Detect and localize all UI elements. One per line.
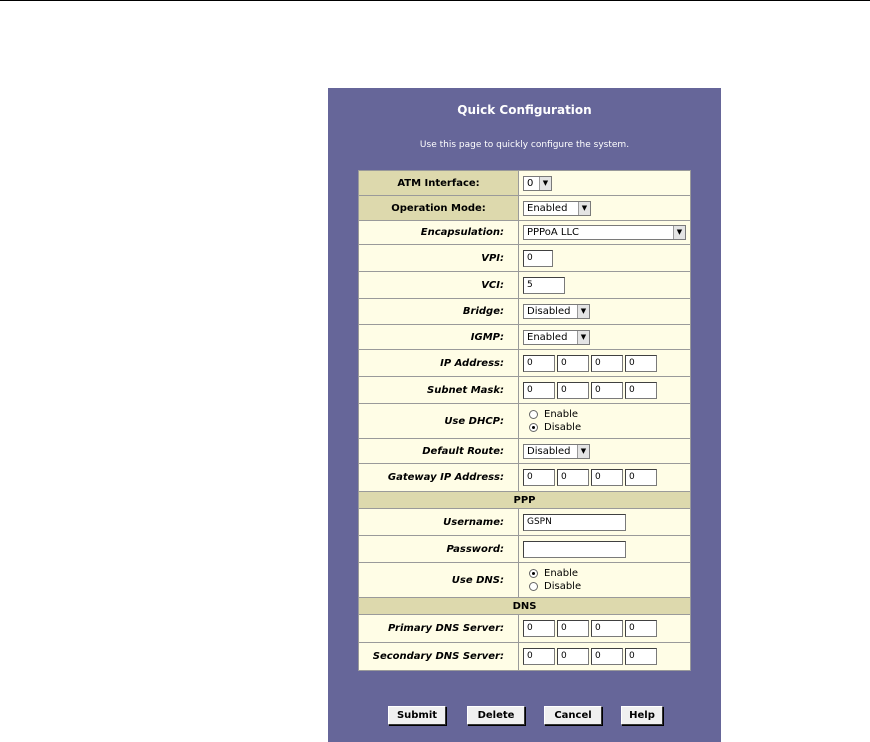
pdns-octet-1[interactable]: 0 (523, 620, 555, 637)
chevron-down-icon: ▼ (578, 202, 590, 215)
row-secondary-dns (359, 643, 691, 671)
submit-button[interactable]: Submit (388, 706, 446, 725)
username-input[interactable]: GSPN (523, 514, 626, 531)
row-use-dhcp (359, 404, 691, 439)
vci-input[interactable]: 5 (523, 277, 565, 294)
mask-octet-1[interactable]: 0 (523, 382, 555, 399)
section-dns (359, 598, 691, 615)
bridge-select[interactable]: Disabled ▼ (523, 304, 590, 319)
subnet-mask-label: Subnet Mask: (359, 377, 519, 404)
dns-enable-option[interactable]: Enable (523, 567, 690, 580)
top-rule (0, 0, 870, 1)
sdns-octet-1[interactable]: 0 (523, 648, 555, 665)
secondary-dns-label: Secondary DNS Server: (359, 643, 519, 671)
gw-octet-1[interactable]: 0 (523, 469, 555, 486)
default-route-label: Default Route: (359, 439, 519, 464)
encapsulation-label: Encapsulation: (359, 221, 519, 245)
sdns-octet-3[interactable]: 0 (591, 648, 623, 665)
section-ppp (359, 492, 691, 509)
ip-octet-2[interactable]: 0 (557, 355, 589, 372)
mask-octet-4[interactable]: 0 (625, 382, 657, 399)
ip-octet-1[interactable]: 0 (523, 355, 555, 372)
cancel-button[interactable]: Cancel (544, 706, 602, 725)
delete-button[interactable]: Delete (467, 706, 525, 725)
row-ip-address (359, 350, 691, 377)
igmp-label: IGMP: (359, 325, 519, 350)
encapsulation-select[interactable]: PPPoA LLC ▼ (523, 225, 686, 240)
primary-dns-label: Primary DNS Server: (359, 615, 519, 643)
page-subtitle: Use this page to quickly configure the system. (419, 140, 630, 150)
radio-button-icon[interactable] (529, 582, 538, 591)
config-table (358, 170, 691, 671)
chevron-down-icon: ▼ (577, 331, 589, 344)
row-vpi (359, 245, 691, 272)
row-password (359, 536, 691, 563)
ppp-section-header: PPP (359, 492, 691, 509)
password-label: Password: (359, 536, 519, 563)
quick-config-panel (328, 88, 721, 742)
vci-label: VCI: (359, 272, 519, 299)
row-use-dns (359, 563, 691, 598)
sdns-octet-2[interactable]: 0 (557, 648, 589, 665)
password-input[interactable] (523, 541, 626, 558)
help-button[interactable]: Help (621, 706, 663, 725)
ip-octet-3[interactable]: 0 (591, 355, 623, 372)
radio-button-icon[interactable] (529, 410, 538, 419)
row-default-route (359, 439, 691, 464)
row-atm-interface (359, 171, 691, 196)
chevron-down-icon: ▼ (539, 177, 551, 190)
row-subnet-mask (359, 377, 691, 404)
operation-mode-label: Operation Mode: (359, 196, 519, 221)
dns-disable-option[interactable]: Disable (523, 580, 690, 593)
ip-octet-4[interactable]: 0 (625, 355, 657, 372)
use-dhcp-label: Use DHCP: (359, 404, 519, 439)
gw-octet-4[interactable]: 0 (625, 469, 657, 486)
radio-button-icon[interactable] (529, 423, 538, 432)
use-dns-label: Use DNS: (359, 563, 519, 598)
sdns-octet-4[interactable]: 0 (625, 648, 657, 665)
pdns-octet-2[interactable]: 0 (557, 620, 589, 637)
button-row (328, 706, 721, 726)
dns-section-header: DNS (359, 598, 691, 615)
row-username (359, 509, 691, 536)
atm-interface-select[interactable]: 0 ▼ (523, 176, 552, 191)
operation-mode-select[interactable]: Enabled ▼ (523, 201, 591, 216)
chevron-down-icon: ▼ (577, 445, 589, 458)
dhcp-enable-option[interactable]: Enable (523, 408, 690, 421)
pdns-octet-3[interactable]: 0 (591, 620, 623, 637)
gateway-ip-label: Gateway IP Address: (359, 464, 519, 492)
row-igmp (359, 325, 691, 350)
row-bridge (359, 299, 691, 325)
mask-octet-2[interactable]: 0 (557, 382, 589, 399)
vpi-label: VPI: (359, 245, 519, 272)
bridge-label: Bridge: (359, 299, 519, 325)
row-operation-mode (359, 196, 691, 221)
default-route-select[interactable]: Disabled ▼ (523, 444, 590, 459)
pdns-octet-4[interactable]: 0 (625, 620, 657, 637)
row-encapsulation (359, 221, 691, 245)
gw-octet-3[interactable]: 0 (591, 469, 623, 486)
atm-interface-label: ATM Interface: (359, 171, 519, 196)
username-label: Username: (359, 509, 519, 536)
chevron-down-icon: ▼ (673, 226, 685, 239)
row-vci (359, 272, 691, 299)
row-gateway-ip (359, 464, 691, 492)
radio-button-icon[interactable] (529, 569, 538, 578)
ip-address-label: IP Address: (359, 350, 519, 377)
igmp-select[interactable]: Enabled ▼ (523, 330, 590, 345)
chevron-down-icon: ▼ (577, 305, 589, 318)
gw-octet-2[interactable]: 0 (557, 469, 589, 486)
mask-octet-3[interactable]: 0 (591, 382, 623, 399)
row-primary-dns (359, 615, 691, 643)
page-title: Quick Configuration (457, 103, 592, 117)
vpi-input[interactable]: 0 (523, 250, 553, 267)
dhcp-disable-option[interactable]: Disable (523, 421, 690, 434)
